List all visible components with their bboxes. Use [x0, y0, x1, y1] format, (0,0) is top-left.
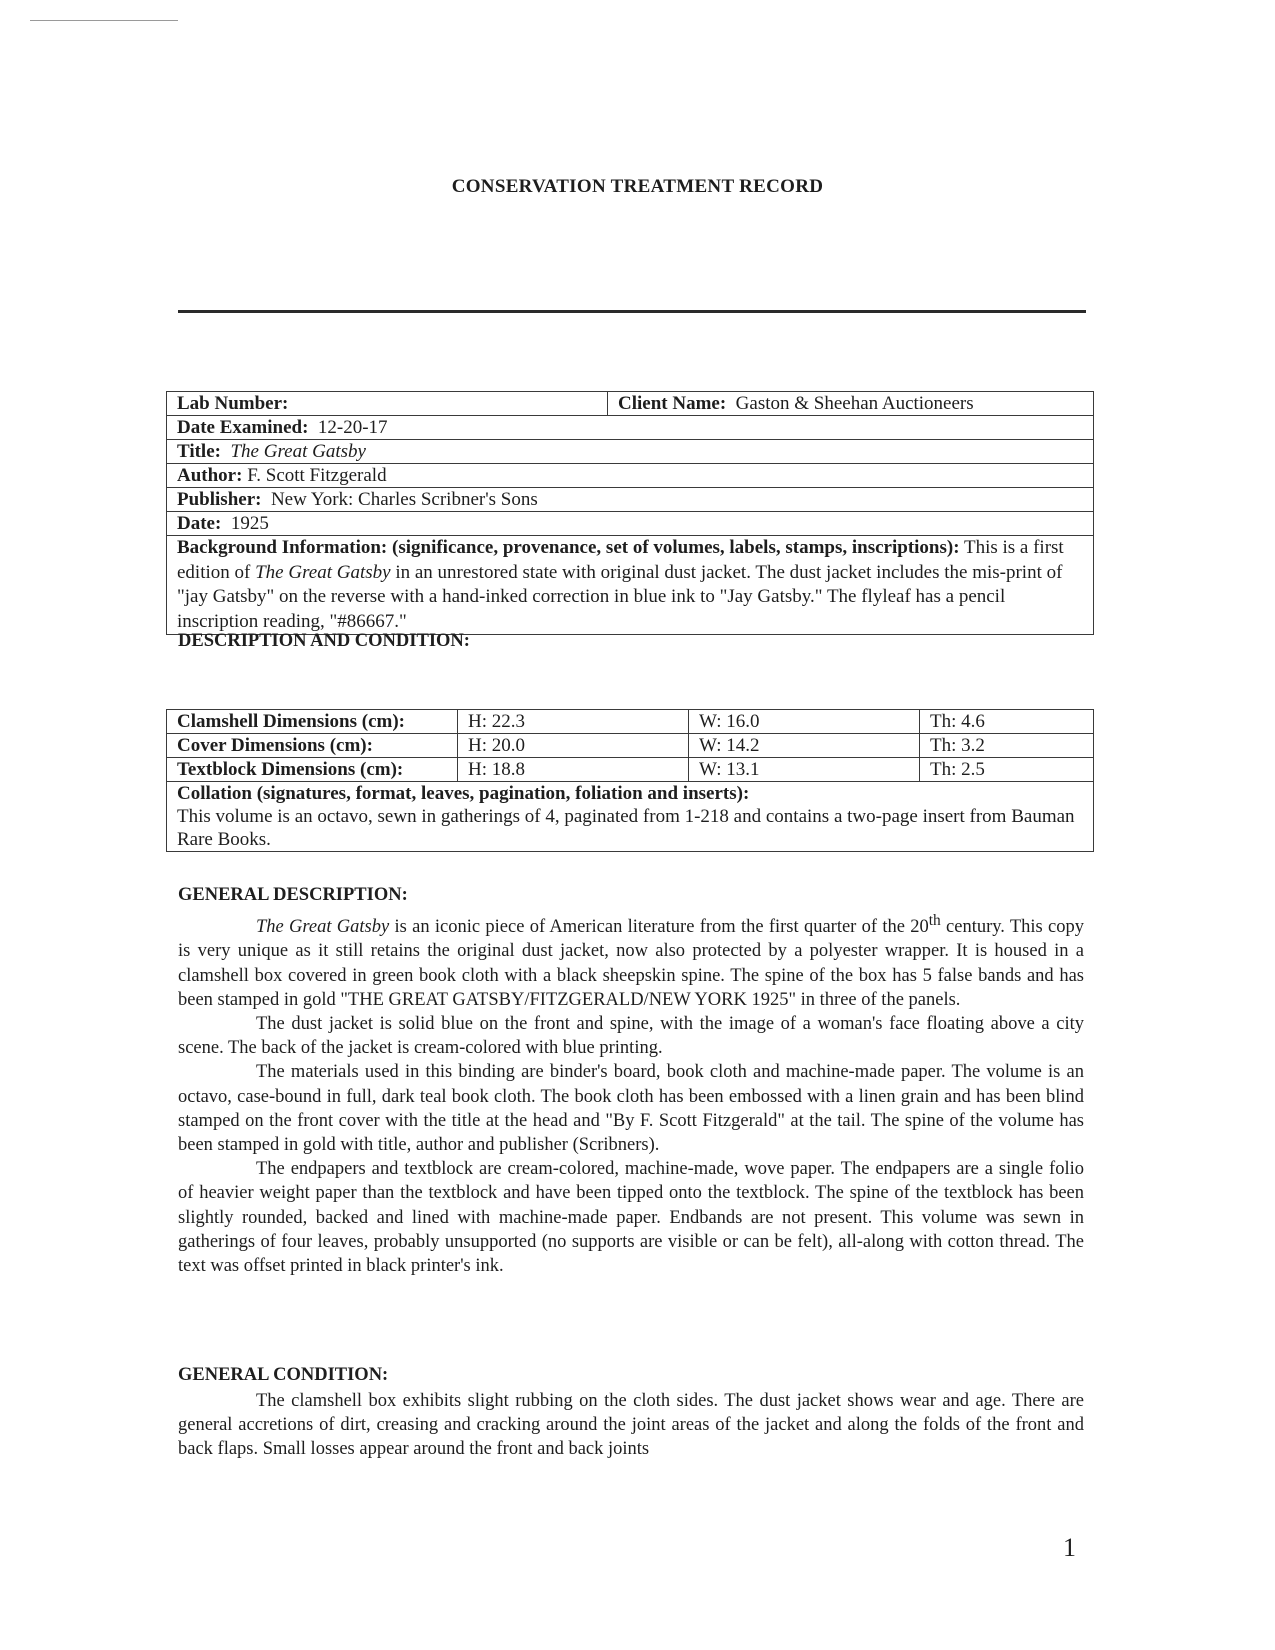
- dimension-thickness: Th: 3.2: [920, 734, 1094, 758]
- background-info-text: in an unrestored state with original dust jacket. The dust jacket includes the mis-print of "jay Gatsby" on the reverse with a hand-inked correction in blue ink to "Jay Gatsby." The flyleaf has a pencil inscription reading, "#86667.": [177, 561, 1063, 632]
- date-cell: [167, 512, 1094, 536]
- corner-scan-line: [30, 20, 178, 21]
- date-examined-cell: [167, 416, 1094, 440]
- gd-superscript: th: [928, 912, 941, 929]
- general-condition-paragraph: The clamshell box exhibits slight rubbing on the cloth sides. The dust jacket shows wear and age. There are general accretions of dirt, creasing and cracking around the joint areas of the jacket and along the folds of the front and back flaps. Small losses appear around the front and back joints: [178, 1391, 1084, 1460]
- collation-label: Collation (signatures, format, leaves, pagination, foliation and inserts):: [177, 783, 750, 804]
- document-title: CONSERVATION TREATMENT RECORD: [451, 176, 824, 197]
- general-description-paragraph: The materials used in this binding are binder's board, book cloth and machine-made paper. The volume is an octavo, case-bound in full, dark teal book cloth. The book cloth has been embossed with a linen grain and has been blind stamped on the front cover with the title at the head and "By F. Scott Fitzgerald" at the tail. The spine of the volume has been stamped in gold with title, author and publisher (Scribners).: [178, 1062, 1084, 1155]
- author-label: Author:: [177, 465, 243, 486]
- general-description-paragraph: The dust jacket is solid blue on the front and spine, with the image of a woman's face floating above a city scene. The back of the jacket is cream-colored with blue printing.: [178, 1013, 1084, 1059]
- general-description-body: [178, 909, 1084, 1278]
- author-value: F. Scott Fitzgerald: [247, 465, 387, 486]
- dimension-height: H: 18.8: [458, 758, 689, 782]
- client-name-label: Client Name:: [618, 393, 727, 414]
- collation-cell: [167, 782, 1094, 852]
- background-info-cell: [167, 536, 1094, 635]
- publisher-label: Publisher:: [177, 489, 262, 510]
- general-description-paragraph: [178, 909, 1084, 1012]
- general-description-paragraph: The endpapers and textblock are cream-colored, machine-made, wove paper. The endpapers are a single folio of heavier weight paper than the textblock and have been tipped onto the textblock. The spine of the textblock has been slightly rounded, backed and lined with machine-made paper. Endbands are not present. This volume was sewn in gatherings of four leaves, probably unsupported (no supports are visible or can be felt), all-along with cotton thread. The text was offset printed in black printer's ink.: [178, 1159, 1084, 1276]
- dimension-thickness: Th: 4.6: [920, 710, 1094, 734]
- page-number: 1: [1063, 1533, 1076, 1562]
- dimension-label: Clamshell Dimensions (cm):: [167, 710, 458, 734]
- date-examined-label: Date Examined:: [177, 417, 309, 438]
- publisher-value: New York: Charles Scribner's Sons: [270, 489, 538, 510]
- title-value: The Great Gatsby: [230, 441, 366, 462]
- client-name-cell: [608, 392, 1094, 416]
- date-examined-value: 12-20-17: [317, 417, 388, 438]
- gd-text-a: is an iconic piece of American literature from the first quarter of the 20: [394, 917, 929, 938]
- background-info-label: Background Information: (significance, provenance, set of volumes, labels, stamps, inscriptions):: [177, 537, 960, 558]
- background-info-book-title: The Great Gatsby: [255, 561, 391, 583]
- author-cell: [167, 464, 1094, 488]
- general-description-heading: GENERAL DESCRIPTION:: [178, 885, 408, 905]
- dimension-width: W: 16.0: [689, 710, 920, 734]
- dimension-height: H: 22.3: [458, 710, 689, 734]
- dimension-height: H: 20.0: [458, 734, 689, 758]
- dimension-label: Textblock Dimensions (cm):: [167, 758, 458, 782]
- dimension-width: W: 13.1: [689, 758, 920, 782]
- gd-book-title: The Great Gatsby: [256, 917, 390, 938]
- dimensions-row: [167, 758, 1094, 782]
- lab-number-cell: [167, 392, 608, 416]
- publisher-cell: [167, 488, 1094, 512]
- dimensions-table: [166, 709, 1094, 852]
- title-label: Title:: [177, 441, 221, 462]
- record-info-table: [166, 391, 1094, 635]
- lab-number-label: Lab Number:: [177, 393, 289, 414]
- dimension-thickness: Th: 2.5: [920, 758, 1094, 782]
- date-value: 1925: [230, 513, 269, 534]
- dimensions-row: [167, 710, 1094, 734]
- date-label: Date:: [177, 513, 222, 534]
- dimension-width: W: 14.2: [689, 734, 920, 758]
- gd-text-b: century. This copy is very unique as it still retains the original dust jacket, now also protected by a polyester wrapper. It is housed in a clamshell box covered in green book cloth with a black sheepskin spine. The spine of the box has 5 false bands and has been stamped in gold "THE GREAT GATSBY/FITZGERALD/NEW YORK 1925" in three of the panels.: [178, 917, 1085, 1010]
- dimensions-row: [167, 734, 1094, 758]
- title-divider: [178, 310, 1086, 313]
- client-name-value: Gaston & Sheehan Auctioneers: [735, 393, 974, 414]
- general-condition-heading: GENERAL CONDITION:: [178, 1365, 389, 1385]
- collation-text: This volume is an octavo, sewn in gatherings of 4, paginated from 1-218 and contains a two-page insert from Bauman Rare Books.: [177, 806, 1075, 850]
- general-condition-body: [178, 1389, 1084, 1462]
- description-heading: DESCRIPTION AND CONDITION:: [178, 631, 470, 651]
- background-info-text-pre: This is a first edition of: [177, 537, 1064, 583]
- dimension-label: Cover Dimensions (cm):: [167, 734, 458, 758]
- title-cell: [167, 440, 1094, 464]
